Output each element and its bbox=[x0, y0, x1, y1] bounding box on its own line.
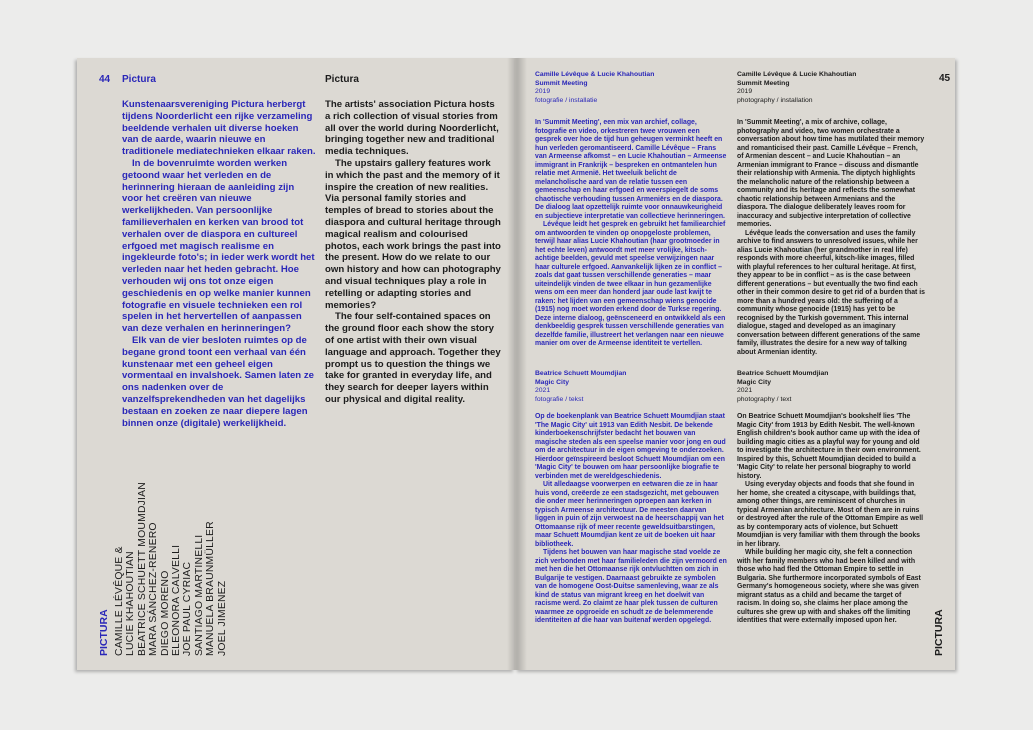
work2-meta-nl bbox=[535, 370, 731, 404]
open-book-spread bbox=[77, 58, 955, 670]
artist-name: Beatrice Schuett Moumdjian bbox=[737, 370, 829, 377]
work1-body-nl bbox=[535, 119, 727, 349]
artist-list bbox=[114, 482, 228, 656]
body-paragraph: Op de boekenplank van Beatrice Schuett Moumdjian staat 'The Magic City' uit 1913 van Edith Nesbit. De bekende kinderboekenschrijfster bedacht het bouwen van magische steden als een speelse manier voor jong en oud om de architectuur in de eigen omgeving te onderzoeken. Hierdoor geïnspireerd besloot Schuett Moumdjian om een 'Magic City' te bouwen om haar persoonlijke biografie te verbinden met de wereldgeschiedenis. bbox=[535, 413, 726, 480]
intro-en-paragraph: The artists' association Pictura hosts a rich collection of visual stories from all over the world during Noorderlicht, bringing together new and traditional media techniques. bbox=[325, 99, 499, 158]
body-paragraph: Uit alledaagse voorwerpen en eetwaren die ze in haar huis vond, creëerde ze een stadsgezicht, met gebouwen die onder meer herinneringen oproepen aan kerken in typisch Armeense architectuur. De meesten daarvan liggen in puin of zijn verwoest na de heerschappij van het Ottomaanse rijk of meer recente geweldsuitbarstingen, maar Schuett Moumdjian kent ze uit de boeken uit haar bibliotheek. bbox=[535, 481, 724, 548]
artist-name: JOEL JIMENEZ bbox=[216, 580, 228, 656]
right-page bbox=[515, 58, 955, 670]
work2-meta-en bbox=[737, 370, 933, 404]
page-number-left: 44 bbox=[99, 74, 111, 85]
work-year: 2019 bbox=[535, 88, 551, 96]
intro-text-en bbox=[325, 99, 501, 406]
intro-nl-paragraph: Elk van de vier besloten ruimtes op de begane grond toont een verhaal van één kunstenaar met een geheel eigen vormentaal en invalshoek. Samen laten ze ons nadenken over de vanzelfsprekendheden van het dagelijks bestaan en zoeken ze naar diepere lagen binnen onze (digitale) werkelijkheid. bbox=[122, 334, 314, 429]
vertical-title-right: PICTURA bbox=[933, 609, 945, 656]
work-title: Summit Meeting bbox=[535, 79, 588, 87]
body-paragraph: Using everyday objects and foods that she found in her home, she created a cityscape, with buildings that, among other things, are reminiscent of churches in typical Armenian architecture. Most of them are in ruins or destroyed after the rule of the Ottoman Empire as well as by contemporary acts of violence, but Schuett Moumdjian is very familiar with them through the books in her library. bbox=[737, 481, 924, 548]
intro-en-paragraph: The upstairs gallery features work in which the past and the memory of it inspire the creation of new realities. Via personal family stories and temples of bread to stories about the diaspora and cultural heritage through magical realism and colourised photos, each work brings the past into the present. How do we relate to our own history and how can photography and visual techniques play a role in retelling or adapting stories and memories? bbox=[325, 157, 501, 311]
intro-text-nl bbox=[122, 99, 316, 429]
artist-name: SANTIAGO MARTINELLI bbox=[193, 534, 205, 656]
work-medium: photography / text bbox=[737, 395, 792, 403]
intro-nl-paragraph: Kunstenaarsvereniging Pictura herbergt tijdens Noorderlicht een rijke verzameling beeldende verhalen uit diverse hoeken van de aarde, waarin nieuwe en traditionele mediatechnieken elkaar raken. bbox=[122, 99, 316, 158]
artist-name: MANUELA BRAUNMÜLLER bbox=[205, 521, 217, 656]
work-year: 2021 bbox=[535, 387, 551, 395]
section-header-nl: Pictura bbox=[122, 74, 156, 85]
work1-meta-nl bbox=[535, 71, 731, 105]
body-paragraph: Lévêque leidt het gesprek en gebruikt het familiearchief om antwoorden te vinden op onopgeloste problemen, terwijl haar alias Lucie Khahoutian (haar grootmoeder in het echte leven) antwoordt met meer vrolijke, kitsch-achtige beelden, gevuld met speelse verwijzingen naar haar culturele erfgoed. Aanvankelijk lijken ze in conflict – zoals dat gaat tussen verschillende generaties – maar uiteindelijk vinden de twee elkaar in hun gezamenlijke wens om een meer dan honderd jaar oude last kwijt te raken: het lijden van een gemeenschap wiens genocide (1915) nog moet worden erkend door de Turkse regering. Deze interne dialoog, geënsceneerd en ontwikkeld als een denkbeeldig gesprek tussen verschillende generaties van dezelfde familie, illustreert het verlangen naar een nieuwe manier om over de Armeense identiteit te vertellen. bbox=[535, 221, 726, 347]
work-year: 2021 bbox=[737, 387, 753, 395]
work-title: Magic City bbox=[535, 378, 569, 386]
work-medium: fotografie / installatie bbox=[535, 96, 598, 104]
work-title: Magic City bbox=[737, 378, 771, 386]
artist-name: MARA SÁNCHEZ-RENERO bbox=[148, 522, 160, 656]
artist-name: CAMILLE LÉVÊQUE & bbox=[114, 546, 125, 656]
body-paragraph: While building her magic city, she felt a connection with her family members who had been killed and with those who had fled the Ottoman Empire to settle in Bulgaria. She furthermore incorporated symbols of East Germany's homogeneous society, where she was given migrant status as a child and became the target of racism. In doing so, she claims her place among the cultures she grew up with and shakes off the limiting identities that were externally imposed upon her. bbox=[737, 549, 921, 624]
work-medium: photography / installation bbox=[737, 96, 813, 104]
section-header-en: Pictura bbox=[325, 74, 359, 85]
work1-body-en bbox=[737, 119, 925, 357]
work-title: Summit Meeting bbox=[737, 79, 790, 87]
artist-name: Beatrice Schuett Moumdjian bbox=[535, 370, 627, 377]
book-spine bbox=[507, 58, 527, 670]
body-paragraph: Lévêque leads the conversation and uses the family archive to find answers to unresolved issues, while her alias Lucie Khahoutian (her grandmother in real life) responds with more cheerful, kitsch-like images, filled with playful references to her cultural heritage. At first, they appear to be in conflict – as is the case between different generations – but eventually the two find each other in their common desire to get rid of a burden that is more than a hundred years old: the suffering of a community whose genocide (1915) has yet to be recognised by the Turkish government. This internal dialogue, staged and developed as an imaginary conversation between different generations of the same family, illustrates the desire for a new way of talking about Armenian identity. bbox=[737, 229, 925, 356]
work-year: 2019 bbox=[737, 88, 753, 96]
body-paragraph: On Beatrice Schuett Moumdjian's bookshelf lies 'The Magic City' from 1913 by Edith Nesbit. The well-known English children's book author came up with the idea of building magic cities as a playful way for young and old to investigate the architecture in their own environment. Inspired by this, Schuett Moumdjian decided to build a 'Magic City' to relate her personal biography to world history. bbox=[737, 413, 921, 480]
body-paragraph: In 'Summit Meeting', a mix of archive, collage, photography and video, two women orchestrate a conversation about how time has mutilated their memory and romanticised their past. Camille Lévêque – French, of Armenian descent – and Lucie Khahoutian – an Armenian immigrant to France – discuss and dismantle their relationship with Armenia. The diptych highlights the melancholic nature of the relationship between a community and its heritage and reflects the somewhat chaotic relationship between Armenians and the diaspora. The dialogue deliberately leaves room for inaccuracy and subjective interpretation of collective memories. bbox=[737, 119, 925, 228]
artist-name: Camille Lévêque & Lucie Khahoutian bbox=[535, 71, 655, 78]
work-medium: fotografie / tekst bbox=[535, 395, 584, 403]
artist-name: DIEGO MORENO bbox=[159, 570, 171, 656]
work2-body-en bbox=[737, 413, 925, 626]
left-page bbox=[77, 58, 515, 670]
work1-meta-en bbox=[737, 71, 933, 105]
artist-name: JOE PAUL CYRIAC bbox=[182, 561, 194, 656]
artist-name: BEATRICE SCHUETT MOUMDJIAN bbox=[136, 482, 148, 656]
artist-name: LUCIE KHAHOUTIAN bbox=[125, 551, 137, 656]
page-number-right: 45 bbox=[939, 73, 951, 84]
artist-name: Camille Lévêque & Lucie Khahoutian bbox=[737, 71, 857, 78]
intro-nl-paragraph: In de bovenruimte worden werken getoond waar het verleden en de herinnering hieraan de aanleiding zijn voor het creëren van nieuwe werkelijkheden. Van persoonlijke familieverhalen en kerken van brood tot verhalen over de diaspora en cultureel erfgoed met magisch realisme en ingekleurde foto's; in ieder werk wordt het verleden naar het heden gebracht. Hoe verhouden wij ons tot onze eigen geschiedenis en op welke manier kunnen fotografie en visuele technieken een rol spelen in het hervertellen of aanpassen van deze verhalen en herinneringen? bbox=[122, 157, 315, 335]
artist-name: ELEONORA CALVELLI bbox=[171, 544, 183, 656]
work2-body-nl bbox=[535, 413, 727, 626]
intro-en-paragraph: The four self-contained spaces on the ground floor each show the story of one artist with their own visual language and approach. Together they prompt us to question the things we take for granted in everyday life, and they search for deeper layers within our physical and digital reality. bbox=[325, 311, 501, 405]
vertical-title-left: PICTURA bbox=[98, 609, 110, 656]
body-paragraph: In 'Summit Meeting', een mix van archief, collage, fotografie en video, orkestreren twee vrouwen een gesprek over hoe de tijd hun geheugen verminkt heeft en hun verleden geromantiseerd. Camille Lévêque – Frans van Armeense afkomst – en Lucie Khahoutian – Armeense immigrant in Frankrijk – bespreken en ontmantelen hun relatie met Armenië. Het tweeluik belicht de melancholische aard van de relatie tussen een gemeenschap en haar erfgoed en weerspiegelt de soms chaotische verhouding tussen Armeniërs en de diaspora. De dialoog laat opzettelijk ruimte voor onnauwkeurigheid en subjectieve interpretatie van collectieve herinneringen. bbox=[535, 119, 727, 220]
body-paragraph: Tijdens het bouwen van haar magische stad voelde ze zich verbonden met haar familieleden die zijn vermoord en met hen die het Ottomaanse rijk ontvluchtten om zich in Bulgarije te vestigen. Daarnaast gebruikte ze symbolen van de homogene Oost-Duitse samenleving, waar ze als kind de status van migrant kreeg en het doelwit van racisme werd. Zo claimt ze haar plek tussen de culturen waarmee ze opgroeide en schudt ze de belemmerende identiteiten af die haar van buitenaf werden opgelegd. bbox=[535, 549, 727, 624]
